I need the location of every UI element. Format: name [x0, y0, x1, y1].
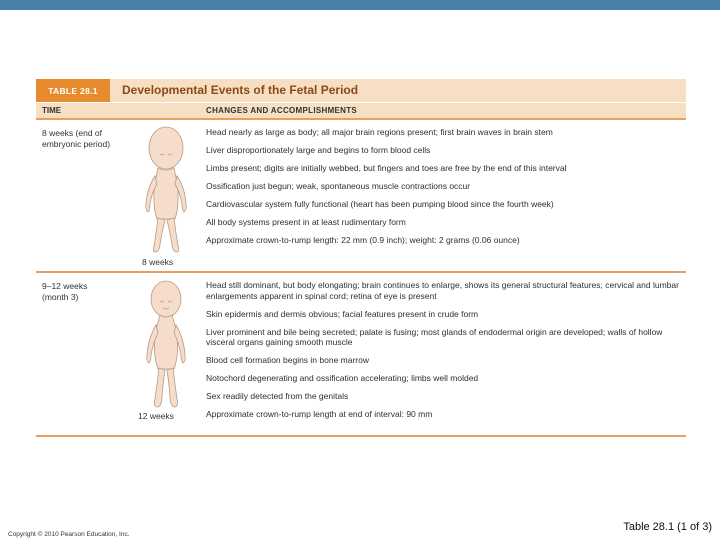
list-item: Limbs present; digits are initially webbed, but fingers and toes are free by the end of this interval	[206, 163, 567, 173]
table-row	[36, 273, 686, 435]
list-item: Head still dominant, but body elongating; brain continues to enlarge, shows its general structural features; cervical and lumbar enlargements apparent in spinal cord; retina of eye is present	[206, 280, 679, 301]
copyright-notice: Copyright © 2010 Pearson Education, Inc.	[8, 531, 130, 538]
changes-list	[206, 127, 684, 253]
list-item: Skin epidermis and dermis obvious; facial features present in crude form	[206, 308, 479, 319]
fetus-8-weeks-illustration	[136, 124, 196, 256]
row-time-label: 9–12 weeks (month 3)	[42, 281, 88, 302]
slide-top-bar	[0, 0, 720, 10]
list-item: All body systems present in at least rudimentary form	[206, 217, 406, 227]
table-title-row	[36, 79, 686, 102]
list-item: Liver disproportionately large and begins to form blood cells	[206, 145, 431, 155]
list-item: Blood cell formation begins in bone marrow	[206, 355, 370, 365]
table-number-label: TABLE 28.1	[36, 79, 110, 102]
list-item: Sex readily detected from the genitals	[206, 391, 349, 401]
list-item: Head nearly as large as body; all major brain regions present; first brain waves in brain stem	[206, 127, 553, 137]
list-item: Notochord degenerating and ossification accelerating; limbs well molded	[206, 373, 479, 383]
list-item: Approximate crown-to-rump length: 22 mm (0.9 inch); weight: 2 grams (0.06 ounce)	[206, 235, 520, 245]
list-item: Liver prominent and bile being secreted; palate is fusing; most glands of endodermal origin are developed; walls of hollow visceral organs gaining smooth muscle	[206, 326, 663, 347]
table-row	[36, 120, 686, 271]
list-item: Approximate crown-to-rump length at end of interval: 90 mm	[206, 409, 433, 419]
column-header-time: TIME	[42, 106, 62, 115]
list-item: Cardiovascular system fully functional (heart has been pumping blood since the fourth week)	[206, 199, 554, 209]
fetus-caption: 12 weeks	[138, 411, 174, 421]
column-header-changes: CHANGES AND ACCOMPLISHMENTS	[206, 106, 358, 115]
slide-caption: Table 28.1 (1 of 3)	[623, 521, 712, 533]
row-time-label: 8 weeks (end of embryonic period)	[42, 128, 111, 149]
table-title: Developmental Events of the Fetal Period	[122, 83, 359, 97]
changes-list	[206, 280, 684, 427]
fetus-caption: 8 weeks	[142, 257, 174, 267]
table-28-1	[36, 79, 686, 437]
fetus-12-weeks-illustration	[136, 277, 196, 411]
table-bottom-rule	[36, 435, 686, 437]
table-header-row	[36, 102, 686, 118]
list-item: Ossification just begun; weak, spontaneous muscle contractions occur	[206, 181, 471, 191]
